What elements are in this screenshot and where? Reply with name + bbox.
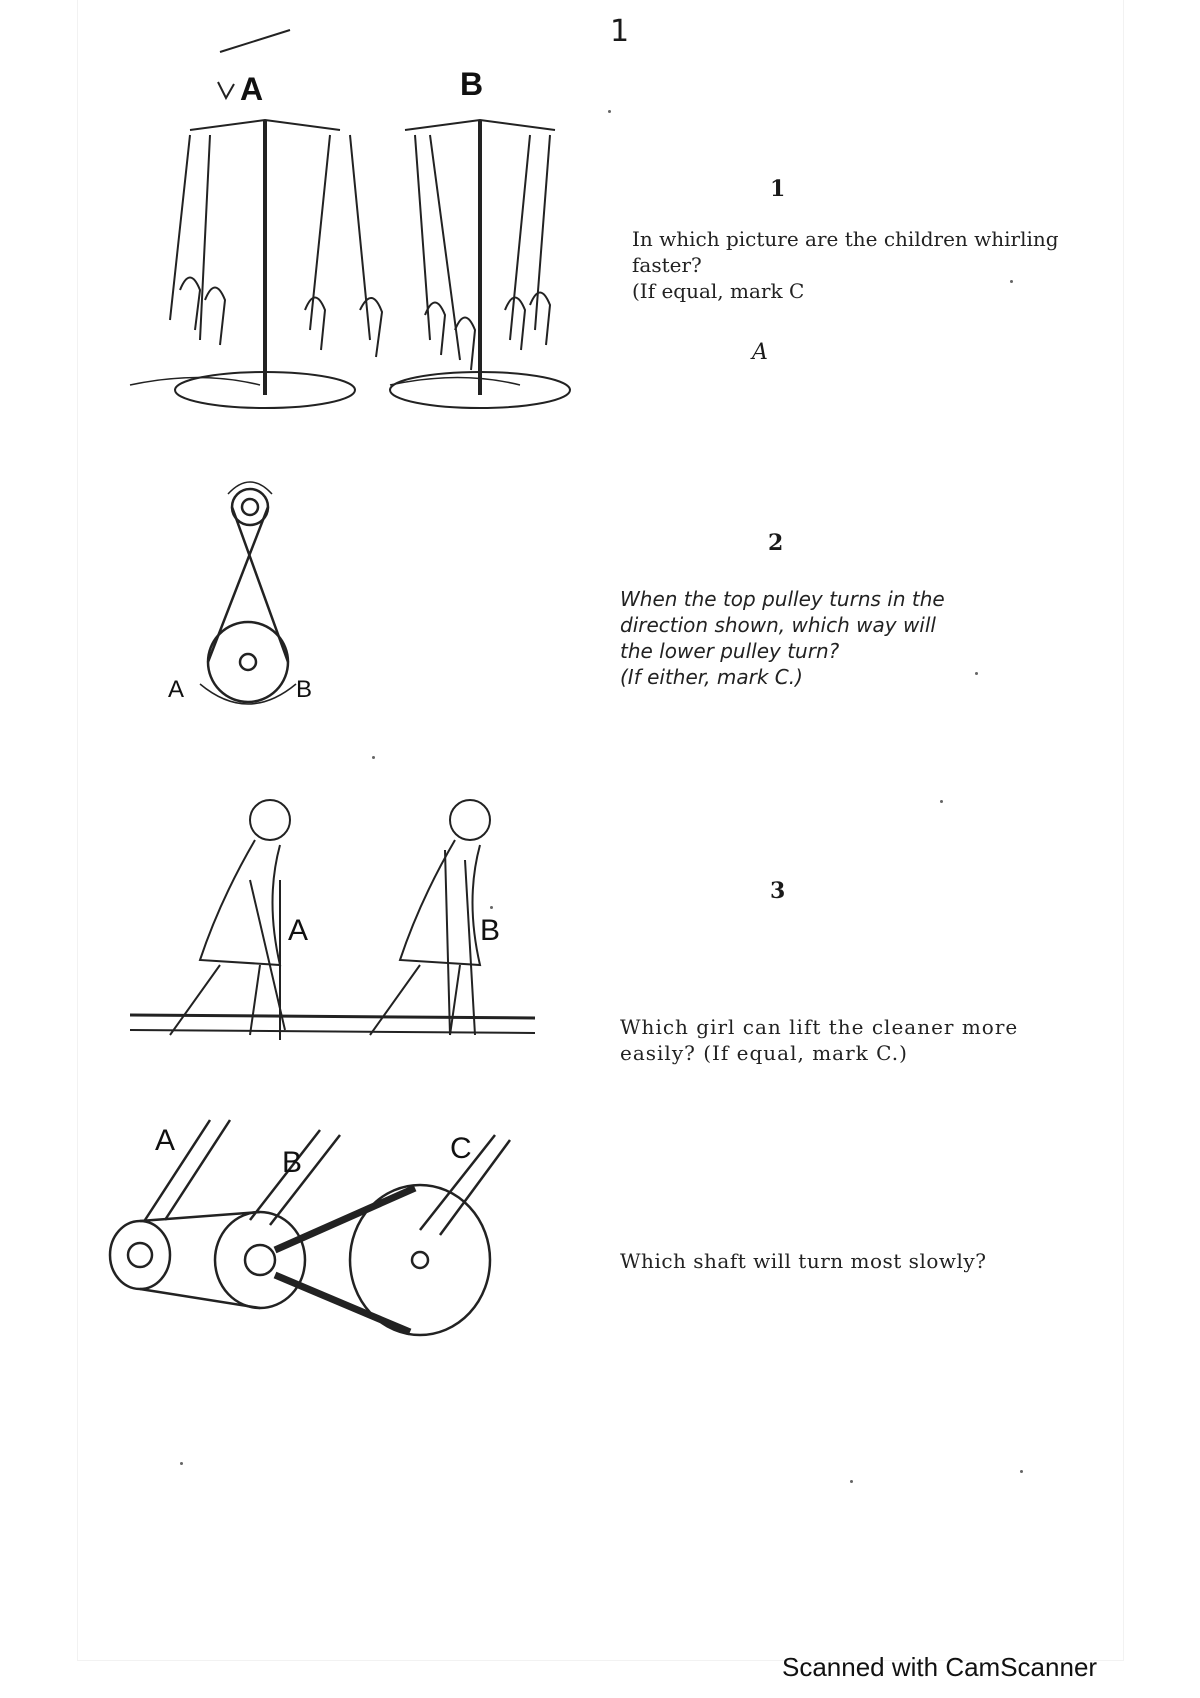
figure-2-label-b: B [296,676,313,703]
figure-3-label-a: A [288,914,309,947]
scanner-watermark: Scanned with CamScanner [782,1652,1098,1682]
scan-speck [1020,1470,1023,1473]
figure-4-label-b: B [282,1146,303,1179]
scan-speck [940,800,943,803]
question-number: 2 [768,530,784,556]
scan-speck [975,672,978,675]
page-number: 1 [610,14,630,49]
question-text: Which girl can lift the cleaner more easily? (If equal, mark C.) [620,1015,1019,1065]
figure-4-label-a: A [155,1124,176,1157]
scan-speck [372,756,375,759]
figure-4-label-c: C [450,1132,472,1165]
figure-whirling-children [130,40,580,420]
figure-belt-shafts [110,1110,530,1360]
figure-girls-cleaners [130,790,540,1060]
figure-2-label-a: A [168,676,185,703]
question-text: Which shaft will turn most slowly? [620,1249,987,1273]
figure-crossed-pulleys [160,462,330,712]
scan-speck [1010,280,1013,283]
question-number: 1 [770,176,786,202]
figure-1-label-b: B [460,66,484,102]
question-text: In which picture are the children whirling faster? (If equal, mark C [632,227,1059,303]
figure-1-label-a: A [240,71,264,107]
scan-speck [608,110,611,113]
question-text: When the top pulley turns in the direction shown, which way will the lower pulley turn? (If either, mark C.) [620,587,945,689]
scan-speck [180,1462,183,1465]
scan-speck [490,906,493,909]
figure-3-label-b: B [480,914,501,947]
checkmark-icon [218,82,234,98]
question-number: 3 [770,878,786,904]
handwritten-answer: A [752,340,768,365]
scan-speck [850,1480,853,1483]
